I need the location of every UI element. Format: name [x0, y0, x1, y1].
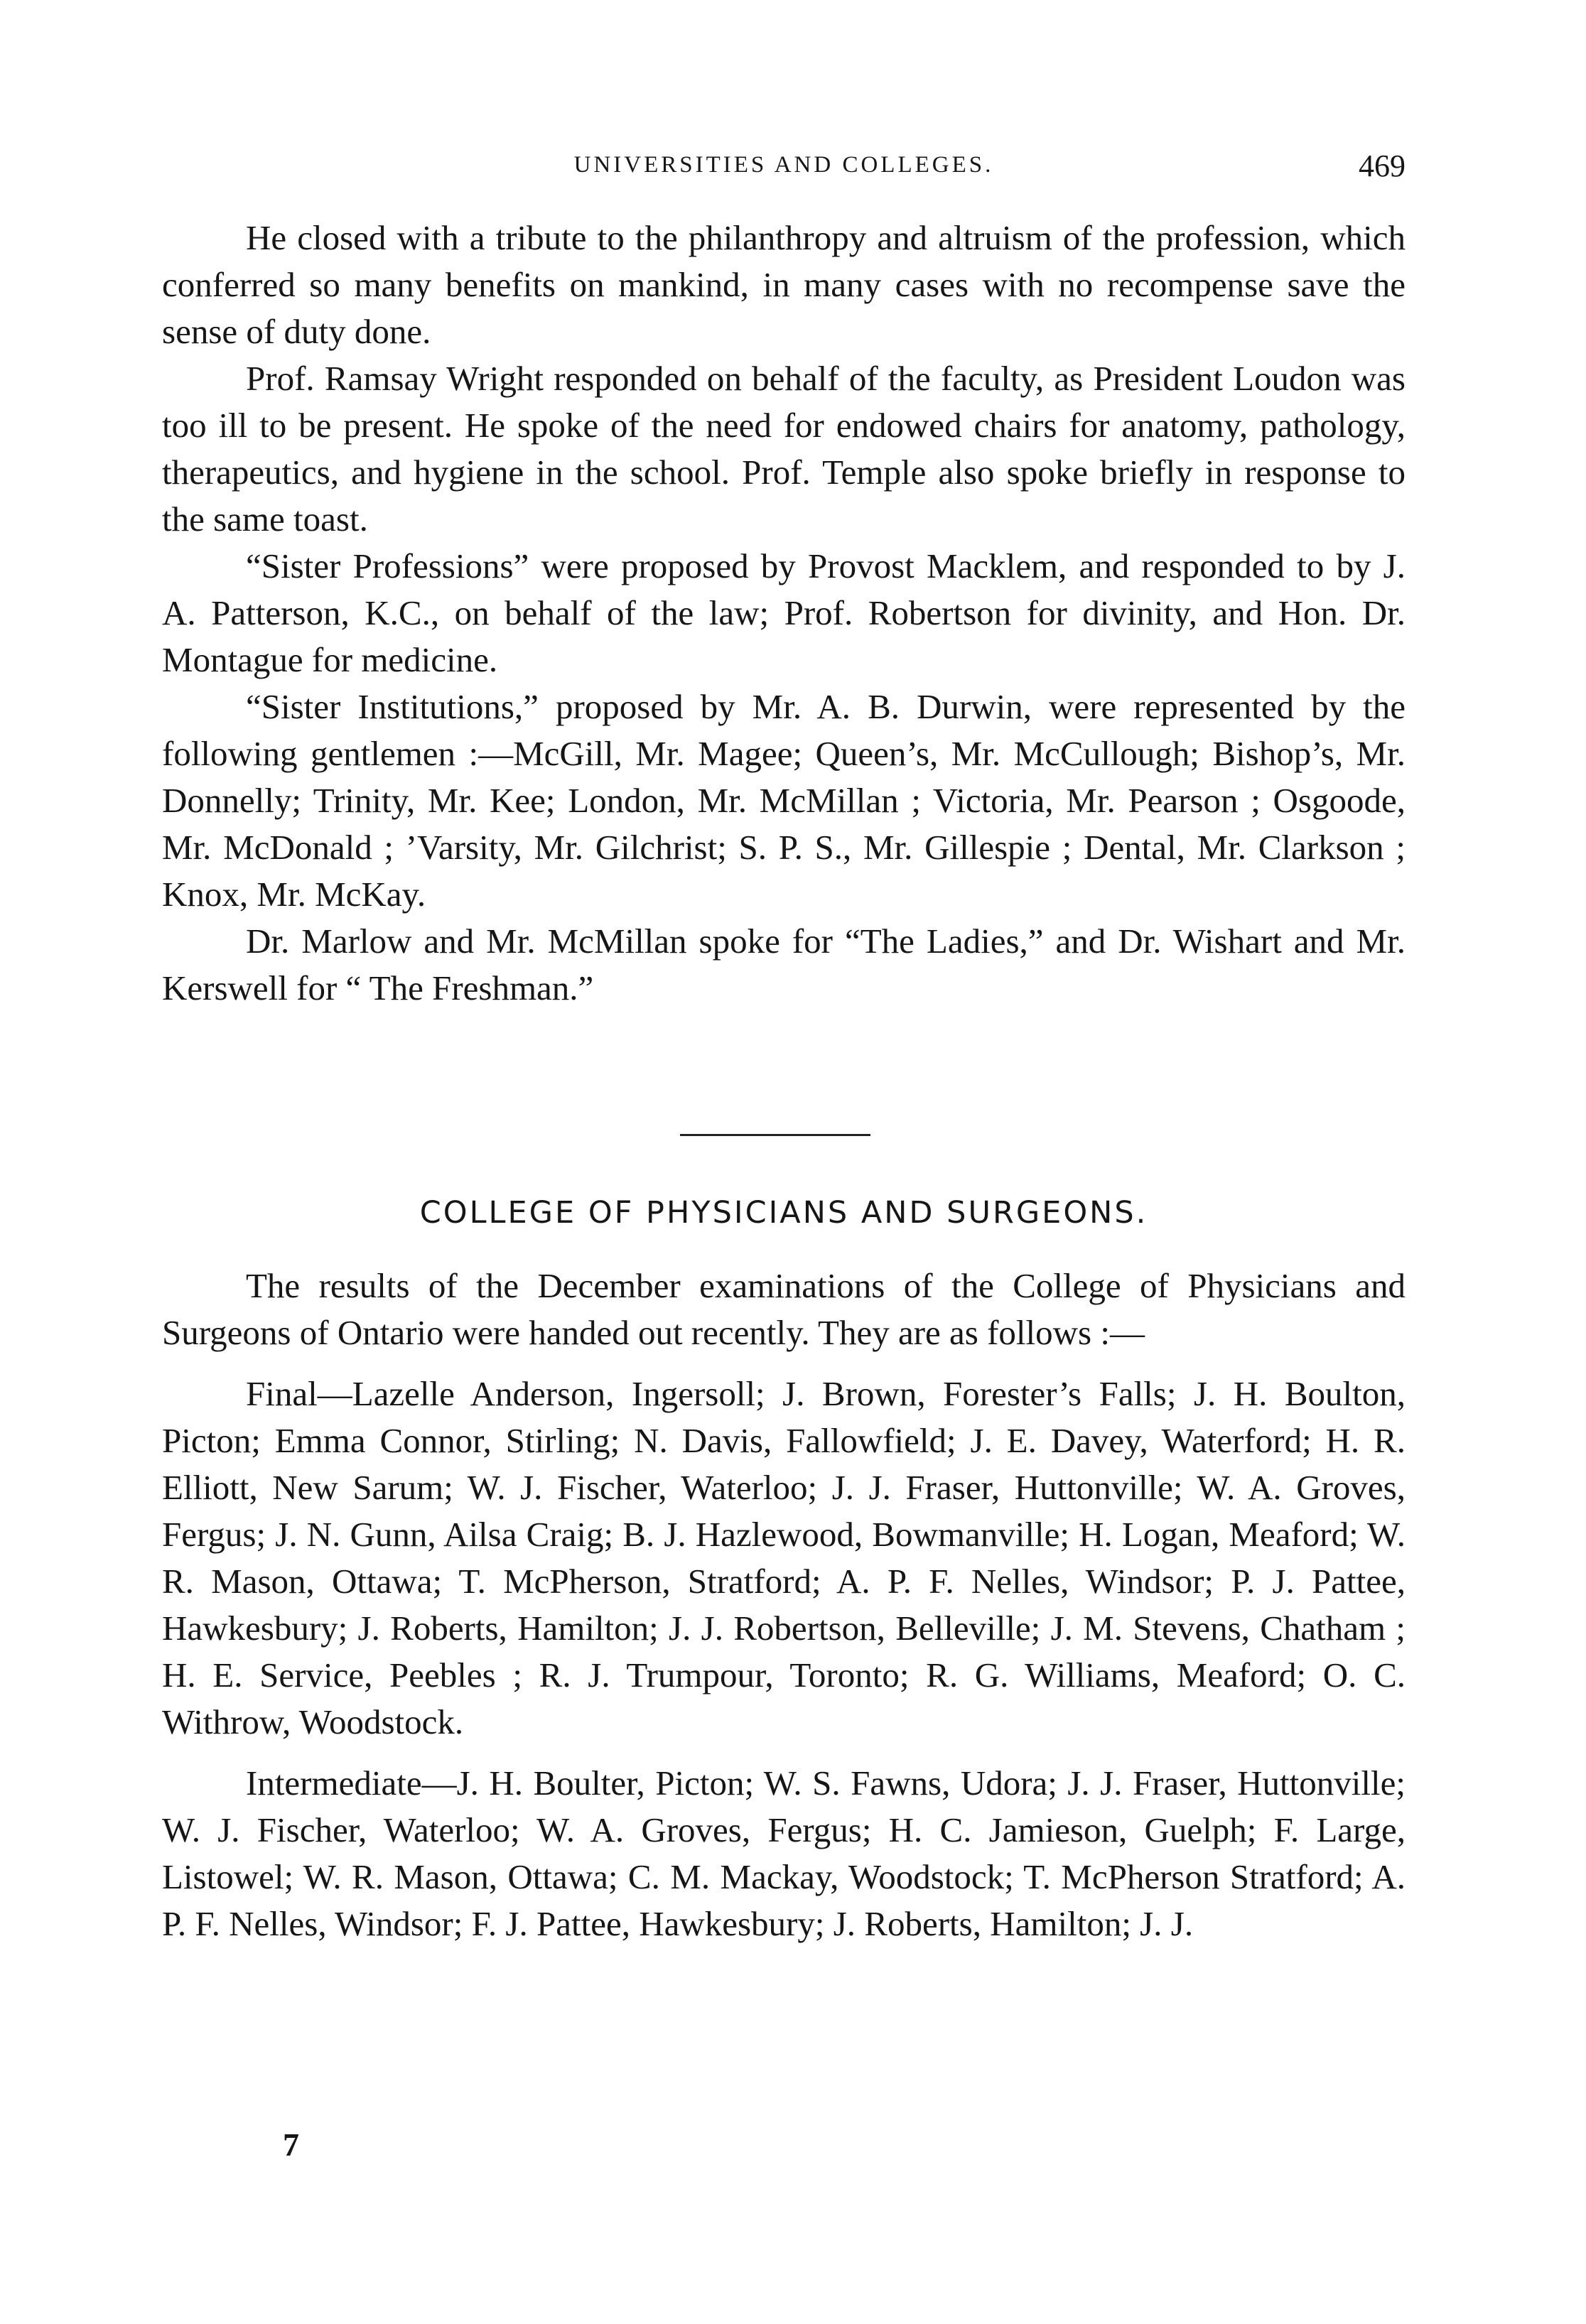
- paragraph: “Sister Institutions,” proposed by Mr. A. B. Durwin, were represented by the following gentlemen :—McGill, Mr. Magee; Queen’s, Mr. McCullough; Bishop’s, Mr. Donnelly; Trinity, Mr. Kee; London, Mr. McMillan ; Victoria, Mr. Pearson ; Osgoode, Mr. McDonald ; ’Varsity, Mr. Gilchrist; S. P. S., Mr. Gillespie ; Dental, Mr. Clarkson ; Knox, Mr. McKay.: [162, 687, 1406, 914]
- paragraph: He closed with a tribute to the philanthropy and altruism of the profession, which conferred so many benefits on mankind, in many cases with no recompense save the sense of duty done.: [162, 218, 1406, 351]
- section-title: COLLEGE OF PHYSICIANS AND SURGEONS.: [419, 1195, 1148, 1231]
- exam-results: [162, 1263, 1406, 1947]
- page-number: 469: [1359, 148, 1406, 183]
- signature-mark: 7: [283, 2126, 299, 2163]
- paragraph: Prof. Ramsay Wright responded on behalf of the faculty, as President Loudon was too ill to be present. He spoke of the need for endowed chairs for anatomy, pathology, therapeutics, and hygiene in the school. Prof. Temple also spoke briefly in response to the same toast.: [162, 359, 1406, 539]
- article-continuation: [162, 215, 1406, 1012]
- running-title: UNIVERSITIES AND COLLEGES.: [573, 152, 994, 178]
- final-results-list: Final—Lazelle Anderson, Ingersoll; J. Brown, Forester’s Falls; J. H. Boulton, Picton; Emma Connor, Stirling; N. Davis, Fallowfield; J. E. Davey, Waterford; H. R. Elliott, New Sarum; W. J. Fischer, Waterloo; J. J. Fraser, Huttonville; W. A. Groves, Fergus; J. N. Gunn, Ailsa Craig; B. J. Hazlewood, Bowmanville; H. Logan, Meaford; W. R. Mason, Ottawa; T. McPherson, Stratford; A. P. F. Nelles, Windsor; P. J. Pattee, Hawkesbury; J. Roberts, Hamilton; J. J. Robertson, Belleville; J. M. Stevens, Chatham ; H. E. Service, Peebles ; R. J. Trumpour, Toronto; R. G. Williams, Meaford; O. C. Withrow, Woodstock.: [162, 1374, 1406, 1741]
- intermediate-results-list: Intermediate—J. H. Boulter, Picton; W. S. Fawns, Udora; J. J. Fraser, Huttonville; W. J. Fischer, Waterloo; W. A. Groves, Fergus; H. C. Jamieson, Guelph; F. Large, Listowel; W. R. Mason, Ottawa; C. M. Mackay, Woodstock; T. McPherson Stratford; A. P. F. Nelles, Windsor; F. J. Pattee, Hawkesbury; J. Roberts, Hamilton; J. J.: [162, 1763, 1406, 1943]
- section-divider: [680, 1134, 870, 1136]
- paragraph: “Sister Professions” were proposed by Provost Macklem, and responded to by J. A. Patterson, K.C., on behalf of the law; Prof. Robertson for divinity, and Hon. Dr. Montague for medicine.: [162, 546, 1406, 679]
- running-head: [162, 148, 1406, 190]
- intro-paragraph: The results of the December examinations of the College of Physicians and Surgeons of Ontario were handed out recently. They are as follows :—: [162, 1266, 1406, 1352]
- paragraph: Dr. Marlow and Mr. McMillan spoke for “The Ladies,” and Dr. Wishart and Mr. Kerswell for “ The Freshman.”: [162, 922, 1406, 1007]
